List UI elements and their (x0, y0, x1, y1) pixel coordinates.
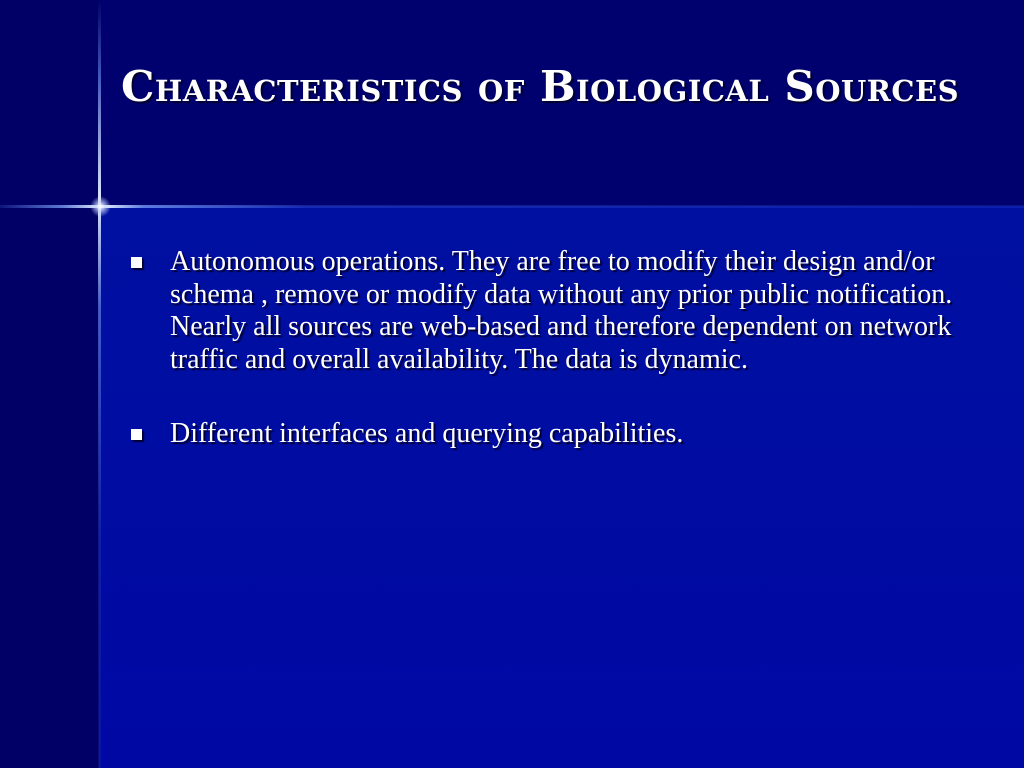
vertical-glow-line (98, 0, 101, 768)
bullet-text: Autonomous operations. They are free to modify their design and/or schema , remove or modify data without any prior public notification. Nearly all sources are web-based and therefore dependent on network traffic and overall availability. The data is dynamic. (170, 246, 953, 375)
slide-title: Characteristics of Biological Sources (120, 62, 960, 111)
left-decor-band (0, 0, 99, 768)
bullet-item (128, 246, 958, 376)
bullet-item (128, 418, 958, 451)
bullet-text: Different interfaces and querying capabilities. (170, 418, 684, 449)
square-bullet-icon (131, 429, 142, 440)
square-bullet-icon (131, 257, 142, 268)
sparkle-icon (90, 196, 111, 217)
bullet-list (128, 246, 958, 493)
horizontal-glow-line (0, 205, 1024, 208)
